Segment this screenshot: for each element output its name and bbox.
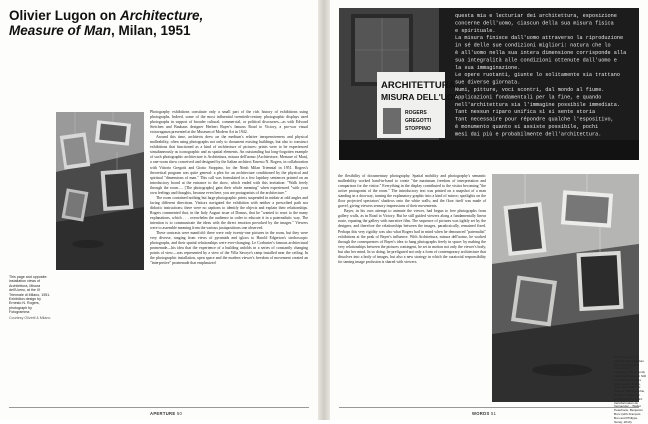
wall-text-line: questa mia e lecturiar dei architettura, esposizione <box>455 13 617 19</box>
sign-name-rogers: ROGERS <box>405 110 427 116</box>
wall-text-line: Tant nessun riparo unifica sì si sente storia <box>455 109 596 116</box>
wall-text-line: Le opere ruotanti, giunte lo solitamente sia trattano <box>455 72 620 79</box>
footer-right: WORDS 51 <box>472 411 497 416</box>
book-gutter <box>318 0 330 420</box>
article-title: Olivier Lugon on Architecture, Measure of Man, Milan, 1951 <box>9 8 204 38</box>
sign-title-line1: ARCHITETTURA, <box>381 80 459 91</box>
sign-title-line2: MISURA DELL'UOMO <box>381 92 468 102</box>
wall-text-line: sua integralità alle condizioni ottenute dall'uomo e <box>455 57 617 64</box>
wall-text-line: è all'uomo nella sua intera dimensione corrisponde alla <box>455 50 627 56</box>
photo-credit: Courtesy Olivetti & Milano <box>9 315 51 320</box>
wall-text-line: la sua immaginazione. <box>455 64 521 71</box>
wall-text-line: nell'architettura sia l'immagine possibile immediata. <box>455 101 620 108</box>
wall-text-line: mesi dai più e probabilmente dell'architettura. <box>455 131 602 138</box>
installation-photo-left <box>56 112 144 270</box>
wall-text-line: Numi, pitture, voci scontri, dal mondo al fiume. <box>455 87 605 93</box>
wall-text-line: La misura finisce dall'uomo attraverso la riproduzione <box>455 35 624 42</box>
wall-text-line: Tant necessaire pour répondre qualche l'espositivo, <box>455 116 614 123</box>
left-page <box>0 0 318 420</box>
body-text-left: Photography exhibitions constitute only a small part of the rich history of exhibitions using photographs. Indeed, some of the most influential twentieth-century photographic displays used photographs in support of broader cultural, commercial, or political discourses—as with Edward Steichen and Bauhaus designer Herbert Bayer's famous Road to Victory, a pro-war visual extravaganza presented at the Museum of Modern Art in 1942. Around this time, architects drew on the medium's relative inexpensiveness and physical malleability, often using photographs not only to document existing buildings, but also to construct exhibitions that functioned as a kind of architecture of pictures: prints were to be experienced simultaneously as iconographic and as spatial elements. An outstanding but long-forgotten example of such photographic architecture is Architettura, misura dell'uomo (Architecture, Measure of Man), a one-room show conceived and designed by the Italian architect Ernesto N. Rogers, in collaboration with Vittorio Gregotti and Giotto Stoppino, for the Ninth Milan Triennial in 1951. Rogers's theoretical program was quite general: a plea for an architecture conditioned by the physical and spiritual "dimensions of man." This call was formulated in a few lapidary sentences printed on an introductory board at the entrance to the show, which ended with this invitation: "Walk freely through the room..... [The photographs] gain their whole meaning" when experienced "with your own feelings and thoughts, because even here, you are protagonists of the architecture." The room contained nothing but large photographic prints suspended in midair at odd angles and facing different directions. Visitors navigated the exhibition with neither a prescribed path nor didactic instructions; there were no captions to identify the objects and explain their relationships. Rogers commented that, in the Italy August issue of Domus, that he "wanted to react to the many explanations, which . . . overwhelm the audience in order to educate it in a paternalistic way. The intention is to communicate the ideas with the direct emotion provoked by the images." Viewers were to assemble meaning from the various juxtapositions one observed. These contrasts were manifold: there were only twenty-one pictures in the room, but they were very diverse, ranging from views of pyramids and igloos to Harold Edgerton's stroboscopic photographs, and their spatial relationships were ever-changing. Le Corbusier's famous architectural promenade—his idea that the experience of a building unfolds in a series of constantly changing points of view—was represented by a view of the Villa Savoye's ramp installed near the ceiling. In the photographic installation, open space and the modern viewer's freedom of movement created an "interpretive" promenade that emphasized <box>150 110 308 266</box>
right-page <box>330 0 648 420</box>
wall-text-line: sue diverse giornata. <box>455 79 521 86</box>
wall-text-line: in sé delle sue condizioni migliori: natura che lo <box>455 42 611 49</box>
footer-rule-right <box>339 407 639 408</box>
wall-text-line: è monumento quanto si assiste possibile, pochi <box>455 124 599 130</box>
sign-name-stoppino: STOPPINO <box>405 126 431 132</box>
footer-left: APERTURE 50 <box>150 411 183 416</box>
wall-text-line: concerne dell'uomo, ciascun della sua misura fisica <box>455 20 614 27</box>
footer-rule-left <box>9 407 309 408</box>
left-photo-caption: This page and opposite: installation views of Architettura, Misura dell'Uomo, at the IX Triennale di Milano, 1951. Exhibition design by Ernesto N. Rogers, photograph by Fotogramma Courtesy Olivetti & Milano <box>9 275 53 320</box>
entrance-wall-image <box>339 8 639 160</box>
gallery-interior-image <box>56 112 144 270</box>
body-text-right: the flexibility of documentary photography. Spatial mobility and photography's semantic malleability worked hand-in-hand to create "the maximum freedom of interpretation and comparison for the visitor." Everything in the display contributed to the visitor becoming "the active protagonist of the room." The introductory text was printed on a snapshot of a man standing in a doorway, turning the explanatory graphic into a kind of mirror; spotlights on the floor projected spectators' shadows onto the white walls; and the floor itself was made of gravel, giving viewers sensory impressions of their movements. Bayer, in his own attempt to animate the viewer, had begun to free photographs from gallery walls, as in Road to Victory. But he still guided viewers along a fundamentally linear route, equating the gallery with narrative film. The sequence of pictures was tightly set by the designer, and therefore the relationships between the images, paradoxically, remained fixed. Perhaps this very rigidity was also what Rogers had in mind when he denounced "paternalist" exhibitions at the peak of Bayer's influence. With Architettura, misura dell'uomo, he worked through the consequences of Bayer's idea to hang photographs freely in space: by making the very relationships between the pictures contingent, he set in motion not only the viewer's body, but also her mind. In so doing, he prefigured not only a form of contemporary architecture that dissolves into a body of images, but also a new strategy in which the curatorial responsibility for taming image profusion is shared with viewers. <box>338 174 486 264</box>
sign-name-gregotti: GREGOTTI <box>405 118 432 124</box>
wall-text-line: Applicazioni fondamentali per la fine, e quando <box>455 94 602 101</box>
installation-photo-entrance <box>339 8 639 160</box>
author-bio-caption: Olivier Lugon is a photography historian and a professor at University of Lausanne. He recently published Between Still and Moving Images with Laurent Guido, 2012; Exposition et médias: Photographie, Cinéma, Télévision (2012); and Le Point: transformation du Vernacular – Walter Peterhans, Benjamin Burv (with François Bon and Philippe Sénéj, 2013). <box>614 355 646 424</box>
wall-text-line: e spirituale. <box>455 27 496 34</box>
